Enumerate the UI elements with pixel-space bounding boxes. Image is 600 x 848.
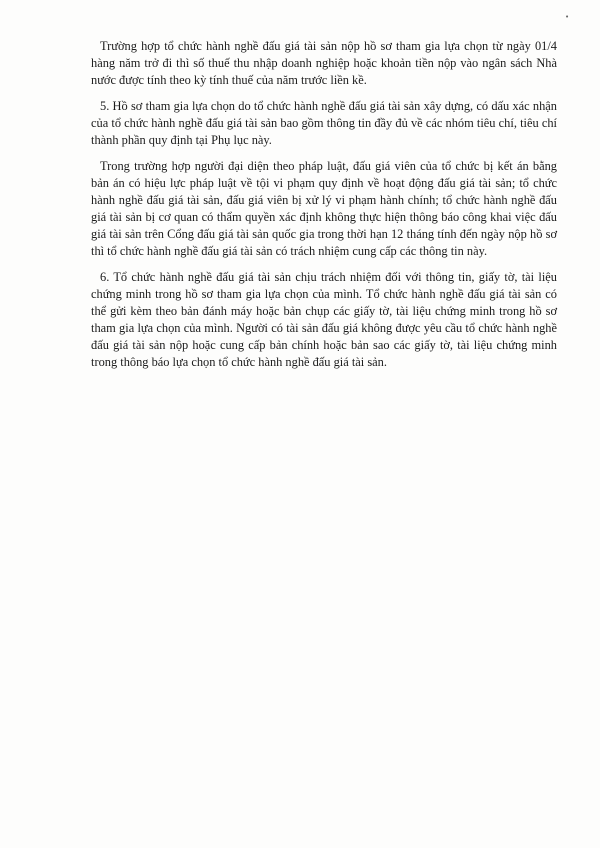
paragraph-item-6: 6. Tổ chức hành nghề đấu giá tài sản chịu trách nhiệm đối với thông tin, giấy tờ, tài liệu chứng minh trong hồ sơ tham gia lựa chọn của mình. Tổ chức hành nghề đấu giá tài sản có thể gửi kèm theo bản đánh máy hoặc bản chụp các giấy tờ, tài liệu chứng minh trong hồ sơ tham gia lựa chọn của mình. Người có tài sản đấu giá không được yêu cầu tổ chức hành nghề đấu giá tài sản nộp hoặc cung cấp bản chính hoặc bản sao các giấy tờ, tài liệu chứng minh trong thông báo lựa chọn tổ chức hành nghề đấu giá tài sản. (91, 270, 557, 369)
document-body (91, 38, 557, 380)
paragraph-legal-representative: Trong trường hợp người đại diện theo pháp luật, đấu giá viên của tổ chức bị kết án bằng bản án có hiệu lực pháp luật về tội vi phạm quy định về hoạt động đấu giá tài sản; tổ chức hành nghề đấu giá tài sản, đấu giá viên bị xử lý vi phạm hành chính; tổ chức hành nghề đấu giá tài sản bị cơ quan có thẩm quyền xác định không thực hiện thông báo công khai việc đấu giá tài sản trên Cổng đấu giá tài sản quốc gia trong thời hạn 12 tháng tính đến ngày nộp hồ sơ thì tổ chức hành nghề đấu giá tài sản có trách nhiệm cung cấp các thông tin này. (91, 159, 557, 258)
corner-mark: • (565, 13, 570, 21)
paragraph-item-5: 5. Hồ sơ tham gia lựa chọn do tổ chức hành nghề đấu giá tài sản xây dựng, có dấu xác nhận của tổ chức hành nghề đấu giá tài sản bao gồm thông tin đầy đủ về các nhóm tiêu chí, tiêu chí thành phần quy định tại Phụ lục này. (91, 99, 557, 148)
paragraph-tax-period: Trường hợp tổ chức hành nghề đấu giá tài sản nộp hồ sơ tham gia lựa chọn từ ngày 01/4 hàng năm trở đi thì số thuế thu nhập doanh nghiệp hoặc khoản tiền nộp vào ngân sách Nhà nước được tính theo kỳ tính thuế của năm trước liền kề. (91, 39, 557, 87)
